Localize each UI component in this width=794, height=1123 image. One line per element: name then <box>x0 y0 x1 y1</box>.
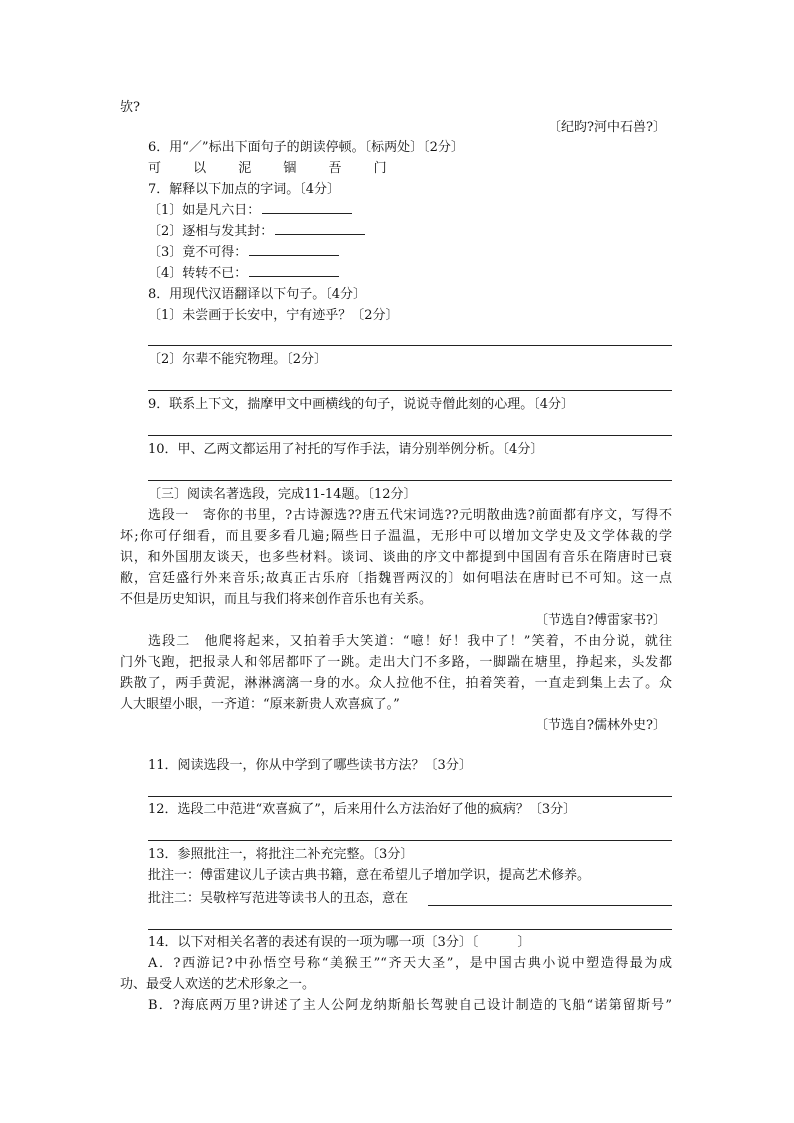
question-7-item <box>148 264 339 284</box>
continued-line: 欤? <box>120 100 140 115</box>
annotation-2: 批注二：吴敬梓写范进等读书人的丑态，意在 <box>148 891 409 906</box>
item-label: 〔3〕竟不可得： <box>148 245 248 260</box>
answer-line[interactable] <box>148 480 672 481</box>
annotation-1: 批注一：傅雷建议儿子读古典书籍，意在希望儿子增加学识，提高艺术修养。 <box>148 868 591 883</box>
question-8-1: 〔1〕未尝画于长安中，宁有迹乎？〔2分〕 <box>148 308 399 323</box>
question-9: 9．联系上下文，揣摩甲文中画横线的句子，说说寺僧此刻的心理。〔4分〕 <box>148 397 575 412</box>
answer-line[interactable] <box>148 435 672 436</box>
question-7-item <box>148 243 339 263</box>
answer-blank[interactable] <box>262 201 352 214</box>
question-11: 11．阅读选段一，你从中学到了哪些读书方法？〔3分〕 <box>148 758 472 773</box>
question-6: 6．用“／”标出下面句子的朗读停顿。〔标两处〕〔2分〕 <box>148 140 464 155</box>
question-8: 8．用现代汉语翻译以下句子。〔4分〕 <box>148 287 367 302</box>
item-label: 〔4〕转转不已： <box>148 266 248 281</box>
excerpt-1-line: 不但是历史知识，而且与我们将来创作音乐也有关系。 <box>120 592 433 607</box>
question-10: 10．甲、乙两文都运用了衬托的写作手法，请分别举例分析。〔4分〕 <box>148 442 544 457</box>
option-b-line: B．?海底两万里?讲述了主人公阿龙纳斯船长驾驶自己设计制造的飞船“诺第留斯号” <box>148 998 672 1013</box>
excerpt-2-line: 跌散了，两手黄泥，淋淋漓漓一身的水。众人拉他不住，拍着笑着，一直走到集上去了。众 <box>120 676 672 691</box>
excerpt-1-line: 选段一 寄你的书里，?古诗源选??唐五代宋词选??元明散曲选?前面都有序文，写得不 <box>148 508 672 523</box>
option-a-line: A．?西游记?中孙悟空号称“美猴王”“齐天大圣”，是中国古典小说中塑造得最为成 <box>148 956 672 971</box>
answer-blank[interactable] <box>249 264 339 277</box>
section-3-heading: 〔三〕阅读名著选段，完成11-14题。〔12分〕 <box>148 487 417 502</box>
excerpt-2-line: 人大眼望小眼，一齐道：“原来新贵人欢喜疯了。” <box>120 697 400 712</box>
question-13: 13．参照批注一，将批注二补充完整。〔3分〕 <box>148 847 414 862</box>
answer-line[interactable] <box>428 905 672 906</box>
question-12: 12．选段二中范进“欢喜疯了”，后来用什么方法治好了他的疯病？〔3分〕 <box>148 802 577 817</box>
answer-blank[interactable] <box>275 222 365 235</box>
excerpt-1-line: 识，和外国朋友谈天，也多些材料。谈词、谈曲的序文中都提到中国固有音乐在隋唐时已衰 <box>120 550 672 565</box>
item-label: 〔1〕如是凡六日： <box>148 203 261 218</box>
excerpt-2-line: 选段二 他爬将起来，又拍着手大笑道：“噫！好！我中了！”笑着，不由分说，就往 <box>148 634 672 649</box>
source-citation: 〔节选自?儒林外史?〕 <box>535 718 666 733</box>
answer-line[interactable] <box>148 390 672 391</box>
answer-line[interactable] <box>148 929 672 930</box>
answer-blank[interactable] <box>249 243 339 256</box>
question-6-sentence: 可 以 泥 锢 吾 门 <box>148 161 401 176</box>
answer-line[interactable] <box>148 796 672 797</box>
source-citation: 〔纪昀?河中石兽?〕 <box>548 120 666 135</box>
source-citation: 〔节选自?傅雷家书?〕 <box>535 613 666 628</box>
excerpt-2-line: 门外飞跑，把报录人和邻居都吓了一跳。走出大门不多路，一脚踹在塘里，挣起来，头发都 <box>120 655 672 670</box>
question-7-item <box>148 201 352 221</box>
question-7-item <box>148 222 365 242</box>
answer-line[interactable] <box>148 840 672 841</box>
question-14: 14．以下对相关名著的表述有误的一项为哪一项〔3分〕〔 〕 <box>148 935 531 950</box>
question-8-2: 〔2〕尔辈不能究物理。〔2分〕 <box>148 352 328 367</box>
item-label: 〔2〕逐相与发其封： <box>148 224 274 239</box>
question-7: 7．解释以下加点的字词。〔4分〕 <box>148 182 341 197</box>
excerpt-1-line: 坏;你可仔细看，而且要多看几遍;隔些日子温温，无形中可以增加文学史及文学体裁的学 <box>120 529 672 544</box>
option-a-line: 功、最受人欢送的艺术形象之一。 <box>120 977 316 992</box>
excerpt-1-line: 敝，宫廷盛行外来音乐;故真正古乐府〔指魏晋两汉的〕如何唱法在唐时已不可知。这一点 <box>120 571 672 586</box>
answer-line[interactable] <box>148 345 672 346</box>
